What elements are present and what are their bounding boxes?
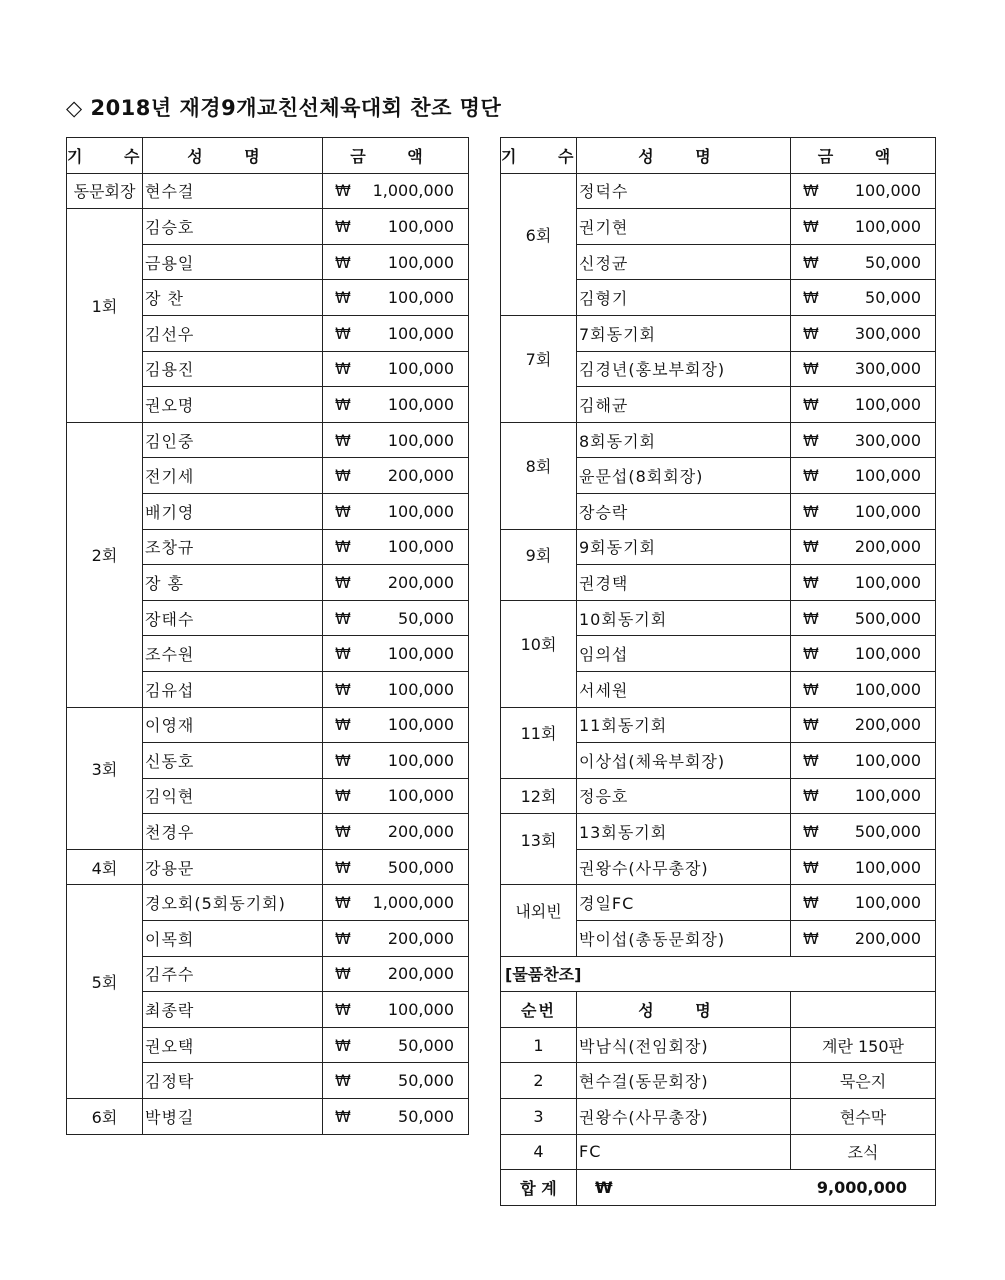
amount-value: 500,000 — [854, 822, 921, 842]
donor-name: 현수걸 — [143, 173, 323, 209]
donor-name: 김경년(홍보부회장) — [577, 351, 791, 387]
currency-symbol: ₩ — [803, 644, 819, 664]
currency-symbol: ₩ — [335, 679, 351, 699]
currency-symbol: ₩ — [803, 537, 819, 557]
table-row — [67, 422, 469, 458]
gisu-label: 2회 — [91, 546, 118, 566]
currency-symbol: ₩ — [803, 857, 819, 877]
donor-name: 이상섭(체육부회장) — [577, 743, 791, 779]
donor-name: 경일FC — [577, 885, 791, 921]
currency-symbol: ₩ — [335, 394, 351, 414]
currency-symbol: ₩ — [335, 715, 351, 735]
donor-name: 권기현 — [577, 209, 791, 245]
donor-name: 박이섭(총동문회장) — [577, 921, 791, 957]
goods-item: 조식 — [791, 1134, 936, 1170]
donor-name: 장 찬 — [143, 280, 323, 316]
total-label — [501, 1170, 577, 1206]
donor-name: 조수원 — [143, 636, 323, 672]
table-row — [67, 849, 469, 885]
currency-symbol: ₩ — [335, 252, 351, 272]
header-gisu: 기 수 — [501, 138, 577, 174]
header-amount: 금 액 — [323, 138, 469, 174]
donor-name: 김유섭 — [143, 671, 323, 707]
amount-value: 100,000 — [854, 501, 921, 521]
donor-name: 경오회(5회동기회) — [143, 885, 323, 921]
currency-symbol: ₩ — [803, 323, 819, 343]
currency-symbol: ₩ — [335, 822, 351, 842]
donor-name: 권오명 — [143, 387, 323, 423]
amount-value: 100,000 — [387, 537, 454, 557]
currency-symbol: ₩ — [335, 359, 351, 379]
table-row — [501, 600, 936, 636]
currency-symbol: ₩ — [335, 466, 351, 486]
amount-value: 100,000 — [387, 359, 454, 379]
currency-symbol: ₩ — [803, 750, 819, 770]
goods-seq: 2 — [501, 1063, 577, 1099]
donation-amount — [791, 209, 936, 245]
donation-amount — [791, 921, 936, 957]
donor-name: 권경택 — [577, 565, 791, 601]
currency-symbol: ₩ — [335, 608, 351, 628]
donor-name: 권오택 — [143, 1027, 323, 1063]
amount-value: 100,000 — [387, 501, 454, 521]
donation-amount — [323, 565, 469, 601]
donation-amount — [323, 600, 469, 636]
amount-value: 100,000 — [854, 857, 921, 877]
donor-name: 10회동기회 — [577, 600, 791, 636]
goods-row — [501, 1099, 936, 1135]
donation-amount — [791, 529, 936, 565]
currency-symbol: ₩ — [335, 964, 351, 984]
currency-symbol: ₩ — [335, 323, 351, 343]
amount-value: 100,000 — [854, 750, 921, 770]
gisu-cell — [67, 707, 143, 849]
donor-name: 장 홍 — [143, 565, 323, 601]
donation-amount — [791, 280, 936, 316]
currency-symbol: ₩ — [335, 1035, 351, 1055]
amount-value: 100,000 — [387, 323, 454, 343]
total-label-text: 합 계 — [520, 1179, 557, 1199]
amount-value: 50,000 — [398, 608, 454, 628]
gisu-label: 6회 — [91, 1107, 118, 1127]
donor-name: 강용문 — [143, 849, 323, 885]
gisu-label: 9회 — [525, 546, 552, 566]
donor-name: 금용일 — [143, 244, 323, 280]
goods-item: 묵은지 — [791, 1063, 936, 1099]
currency-symbol: ₩ — [803, 501, 819, 521]
donor-name: 김형기 — [577, 280, 791, 316]
donation-amount — [323, 1027, 469, 1063]
amount-value: 200,000 — [387, 964, 454, 984]
donation-amount — [323, 992, 469, 1028]
table-header-row — [501, 138, 936, 174]
donation-amount — [323, 707, 469, 743]
amount-value: 300,000 — [854, 430, 921, 450]
gisu-label: 동문회장 — [73, 182, 136, 202]
amount-value: 500,000 — [854, 608, 921, 628]
currency-symbol: ₩ — [335, 501, 351, 521]
goods-seq-header: 순번 — [501, 992, 577, 1028]
header-gisu: 기 수 — [67, 138, 143, 174]
table-row — [501, 778, 936, 814]
header-name: 성 명 — [143, 138, 323, 174]
amount-value: 1,000,000 — [372, 181, 454, 201]
gisu-cell — [501, 422, 577, 529]
table-row — [501, 707, 936, 743]
donor-name: 권왕수(사무총장) — [577, 849, 791, 885]
donation-amount — [323, 1063, 469, 1099]
table-row — [67, 707, 469, 743]
donor-table-left — [66, 137, 469, 1135]
currency-symbol: ₩ — [335, 430, 351, 450]
donation-amount — [791, 814, 936, 850]
amount-value: 1,000,000 — [372, 893, 454, 913]
gisu-cell — [501, 600, 577, 707]
donation-amount — [323, 493, 469, 529]
amount-value: 100,000 — [387, 252, 454, 272]
currency-symbol: ₩ — [335, 1000, 351, 1020]
donor-name: 이목희 — [143, 921, 323, 957]
gisu-cell — [67, 885, 143, 1099]
goods-name-header: 성 명 — [577, 992, 791, 1028]
donation-amount — [323, 671, 469, 707]
total-currency: ₩ — [595, 1178, 613, 1198]
amount-value: 50,000 — [865, 252, 921, 272]
currency-symbol: ₩ — [803, 252, 819, 272]
donation-amount — [323, 244, 469, 280]
table-row — [501, 885, 936, 921]
gisu-cell — [501, 814, 577, 885]
currency-symbol: ₩ — [803, 715, 819, 735]
amount-value: 100,000 — [854, 893, 921, 913]
goods-donor-name: 현수걸(동문회장) — [577, 1063, 791, 1099]
amount-value: 100,000 — [854, 216, 921, 236]
donation-amount — [791, 849, 936, 885]
currency-symbol: ₩ — [335, 1071, 351, 1091]
currency-symbol: ₩ — [803, 181, 819, 201]
donation-amount — [323, 743, 469, 779]
amount-value: 100,000 — [854, 394, 921, 414]
goods-seq: 1 — [501, 1027, 577, 1063]
donor-name: 천경우 — [143, 814, 323, 850]
currency-symbol: ₩ — [803, 216, 819, 236]
goods-item: 현수막 — [791, 1099, 936, 1135]
gisu-cell — [67, 1099, 143, 1135]
gisu-cell — [67, 849, 143, 885]
donor-name: 박병길 — [143, 1099, 323, 1135]
currency-symbol: ₩ — [335, 750, 351, 770]
gisu-label: 3회 — [91, 759, 118, 779]
table-row — [501, 173, 936, 209]
amount-value: 50,000 — [398, 1071, 454, 1091]
donor-name: 전기세 — [143, 458, 323, 494]
table-row — [501, 814, 936, 850]
currency-symbol: ₩ — [335, 216, 351, 236]
total-amount — [577, 1170, 936, 1206]
gisu-label: 내외빈 — [515, 902, 562, 922]
currency-symbol: ₩ — [803, 288, 819, 308]
donor-name: 최종락 — [143, 992, 323, 1028]
donation-amount — [323, 529, 469, 565]
amount-value: 100,000 — [854, 181, 921, 201]
currency-symbol: ₩ — [335, 857, 351, 877]
currency-symbol: ₩ — [803, 822, 819, 842]
currency-symbol: ₩ — [335, 893, 351, 913]
donation-amount — [791, 458, 936, 494]
donor-name: 김주수 — [143, 956, 323, 992]
donation-amount — [323, 315, 469, 351]
donation-amount — [323, 280, 469, 316]
amount-value: 50,000 — [865, 288, 921, 308]
goods-donor-name: FC — [577, 1134, 791, 1170]
goods-seq: 4 — [501, 1134, 577, 1170]
currency-symbol: ₩ — [803, 394, 819, 414]
goods-row — [501, 1063, 936, 1099]
gisu-label: 8회 — [525, 457, 552, 477]
goods-section-row — [501, 956, 936, 992]
donor-name: 13회동기회 — [577, 814, 791, 850]
donation-amount — [323, 778, 469, 814]
amount-value: 50,000 — [398, 1035, 454, 1055]
gisu-label: 12회 — [520, 787, 557, 807]
donation-amount — [323, 849, 469, 885]
gisu-cell — [501, 529, 577, 600]
currency-symbol: ₩ — [803, 679, 819, 699]
amount-value: 100,000 — [387, 288, 454, 308]
donor-name: 9회동기회 — [577, 529, 791, 565]
gisu-cell — [501, 173, 577, 315]
gisu-label: 7회 — [525, 350, 552, 370]
total-value: 9,000,000 — [816, 1178, 907, 1198]
amount-value: 100,000 — [387, 786, 454, 806]
donation-amount — [791, 885, 936, 921]
amount-value: 200,000 — [854, 715, 921, 735]
donation-amount — [791, 493, 936, 529]
donor-name: 이영재 — [143, 707, 323, 743]
amount-value: 100,000 — [387, 715, 454, 735]
donation-amount — [791, 351, 936, 387]
amount-value: 200,000 — [387, 572, 454, 592]
amount-value: 300,000 — [854, 359, 921, 379]
amount-value: 200,000 — [387, 822, 454, 842]
currency-symbol: ₩ — [803, 466, 819, 486]
amount-value: 100,000 — [854, 786, 921, 806]
donation-amount — [791, 244, 936, 280]
donor-name: 김인중 — [143, 422, 323, 458]
gisu-cell — [67, 173, 143, 209]
amount-value: 100,000 — [387, 394, 454, 414]
donor-name: 윤문섭(8회회장) — [577, 458, 791, 494]
gisu-cell — [501, 778, 577, 814]
donation-amount — [323, 814, 469, 850]
amount-value: 500,000 — [387, 857, 454, 877]
goods-donor-name: 권왕수(사무총장) — [577, 1099, 791, 1135]
donor-name: 조창규 — [143, 529, 323, 565]
donor-name: 신동호 — [143, 743, 323, 779]
gisu-label: 13회 — [520, 830, 557, 850]
amount-value: 100,000 — [854, 644, 921, 664]
table-row — [501, 422, 936, 458]
amount-value: 100,000 — [854, 572, 921, 592]
gisu-label: 5회 — [91, 973, 118, 993]
donor-name: 8회동기회 — [577, 422, 791, 458]
currency-symbol: ₩ — [803, 786, 819, 806]
gisu-cell — [67, 422, 143, 707]
donor-name: 장승락 — [577, 493, 791, 529]
amount-value: 200,000 — [854, 928, 921, 948]
table-row — [67, 1099, 469, 1135]
donation-amount — [791, 173, 936, 209]
donation-amount — [791, 565, 936, 601]
currency-symbol: ₩ — [803, 608, 819, 628]
donation-amount — [791, 422, 936, 458]
page-title: ◇ 2018년 재경9개교친선체육대회 찬조 명단 — [66, 96, 502, 120]
gisu-cell — [501, 885, 577, 956]
donation-amount — [323, 209, 469, 245]
donor-name: 김승호 — [143, 209, 323, 245]
gisu-label: 1회 — [91, 296, 118, 316]
table-header-row — [67, 138, 469, 174]
currency-symbol: ₩ — [803, 359, 819, 379]
currency-symbol: ₩ — [803, 430, 819, 450]
amount-value: 100,000 — [387, 644, 454, 664]
donation-amount — [323, 921, 469, 957]
donor-name: 임의섭 — [577, 636, 791, 672]
donation-amount — [791, 387, 936, 423]
goods-section-label: [물품찬조] — [501, 956, 936, 992]
table-row — [67, 209, 469, 245]
donation-amount — [323, 636, 469, 672]
donor-name: 김익현 — [143, 778, 323, 814]
donor-name: 신정균 — [577, 244, 791, 280]
donation-amount — [323, 422, 469, 458]
donor-name: 김선우 — [143, 315, 323, 351]
donation-amount — [791, 743, 936, 779]
table-row — [501, 315, 936, 351]
gisu-cell — [67, 209, 143, 423]
donation-amount — [323, 885, 469, 921]
currency-symbol: ₩ — [335, 572, 351, 592]
currency-symbol: ₩ — [335, 1106, 351, 1126]
amount-value: 100,000 — [387, 750, 454, 770]
donation-amount — [323, 351, 469, 387]
gisu-label: 10회 — [520, 635, 557, 655]
donor-name: 정덕수 — [577, 173, 791, 209]
donation-amount — [791, 671, 936, 707]
amount-value: 100,000 — [387, 430, 454, 450]
table-row — [501, 529, 936, 565]
amount-value: 100,000 — [854, 466, 921, 486]
donation-amount — [323, 458, 469, 494]
goods-row — [501, 1134, 936, 1170]
amount-value: 200,000 — [387, 928, 454, 948]
gisu-label: 6회 — [525, 225, 552, 245]
currency-symbol: ₩ — [803, 893, 819, 913]
currency-symbol: ₩ — [335, 537, 351, 557]
goods-item: 계란 150판 — [791, 1027, 936, 1063]
goods-seq: 3 — [501, 1099, 577, 1135]
amount-value: 200,000 — [387, 466, 454, 486]
donor-name: 장태수 — [143, 600, 323, 636]
donor-name: 김용진 — [143, 351, 323, 387]
donor-name: 서세원 — [577, 671, 791, 707]
donor-table-right — [500, 137, 936, 1206]
currency-symbol: ₩ — [335, 786, 351, 806]
donation-amount — [791, 707, 936, 743]
goods-header-row — [501, 992, 936, 1028]
gisu-cell — [501, 707, 577, 778]
amount-value: 100,000 — [387, 1000, 454, 1020]
donation-amount — [791, 636, 936, 672]
amount-value: 100,000 — [854, 679, 921, 699]
gisu-label: 4회 — [91, 858, 118, 878]
table-row — [67, 885, 469, 921]
donor-name: 11회동기회 — [577, 707, 791, 743]
donor-name: 김정탁 — [143, 1063, 323, 1099]
header-amount: 금 액 — [791, 138, 936, 174]
currency-symbol: ₩ — [335, 644, 351, 664]
currency-symbol: ₩ — [335, 928, 351, 948]
donor-name: 김해균 — [577, 387, 791, 423]
currency-symbol: ₩ — [803, 928, 819, 948]
currency-symbol: ₩ — [335, 288, 351, 308]
goods-item-header — [791, 992, 936, 1028]
donation-amount — [791, 778, 936, 814]
goods-donor-name: 박남식(전임회장) — [577, 1027, 791, 1063]
donor-name: 7회동기회 — [577, 315, 791, 351]
currency-symbol: ₩ — [803, 572, 819, 592]
donation-amount — [323, 387, 469, 423]
donation-amount — [791, 600, 936, 636]
donor-name: 배기영 — [143, 493, 323, 529]
table-row — [67, 173, 469, 209]
amount-value: 300,000 — [854, 323, 921, 343]
donor-name: 정응호 — [577, 778, 791, 814]
goods-row — [501, 1027, 936, 1063]
amount-value: 50,000 — [398, 1106, 454, 1126]
donation-amount — [323, 173, 469, 209]
donation-amount — [323, 1099, 469, 1135]
amount-value: 100,000 — [387, 216, 454, 236]
header-name: 성 명 — [577, 138, 791, 174]
donation-amount — [323, 956, 469, 992]
donation-amount — [791, 315, 936, 351]
gisu-label: 11회 — [520, 724, 557, 744]
amount-value: 100,000 — [387, 679, 454, 699]
currency-symbol: ₩ — [335, 181, 351, 201]
gisu-cell — [501, 315, 577, 422]
amount-value: 200,000 — [854, 537, 921, 557]
total-row — [501, 1170, 936, 1206]
